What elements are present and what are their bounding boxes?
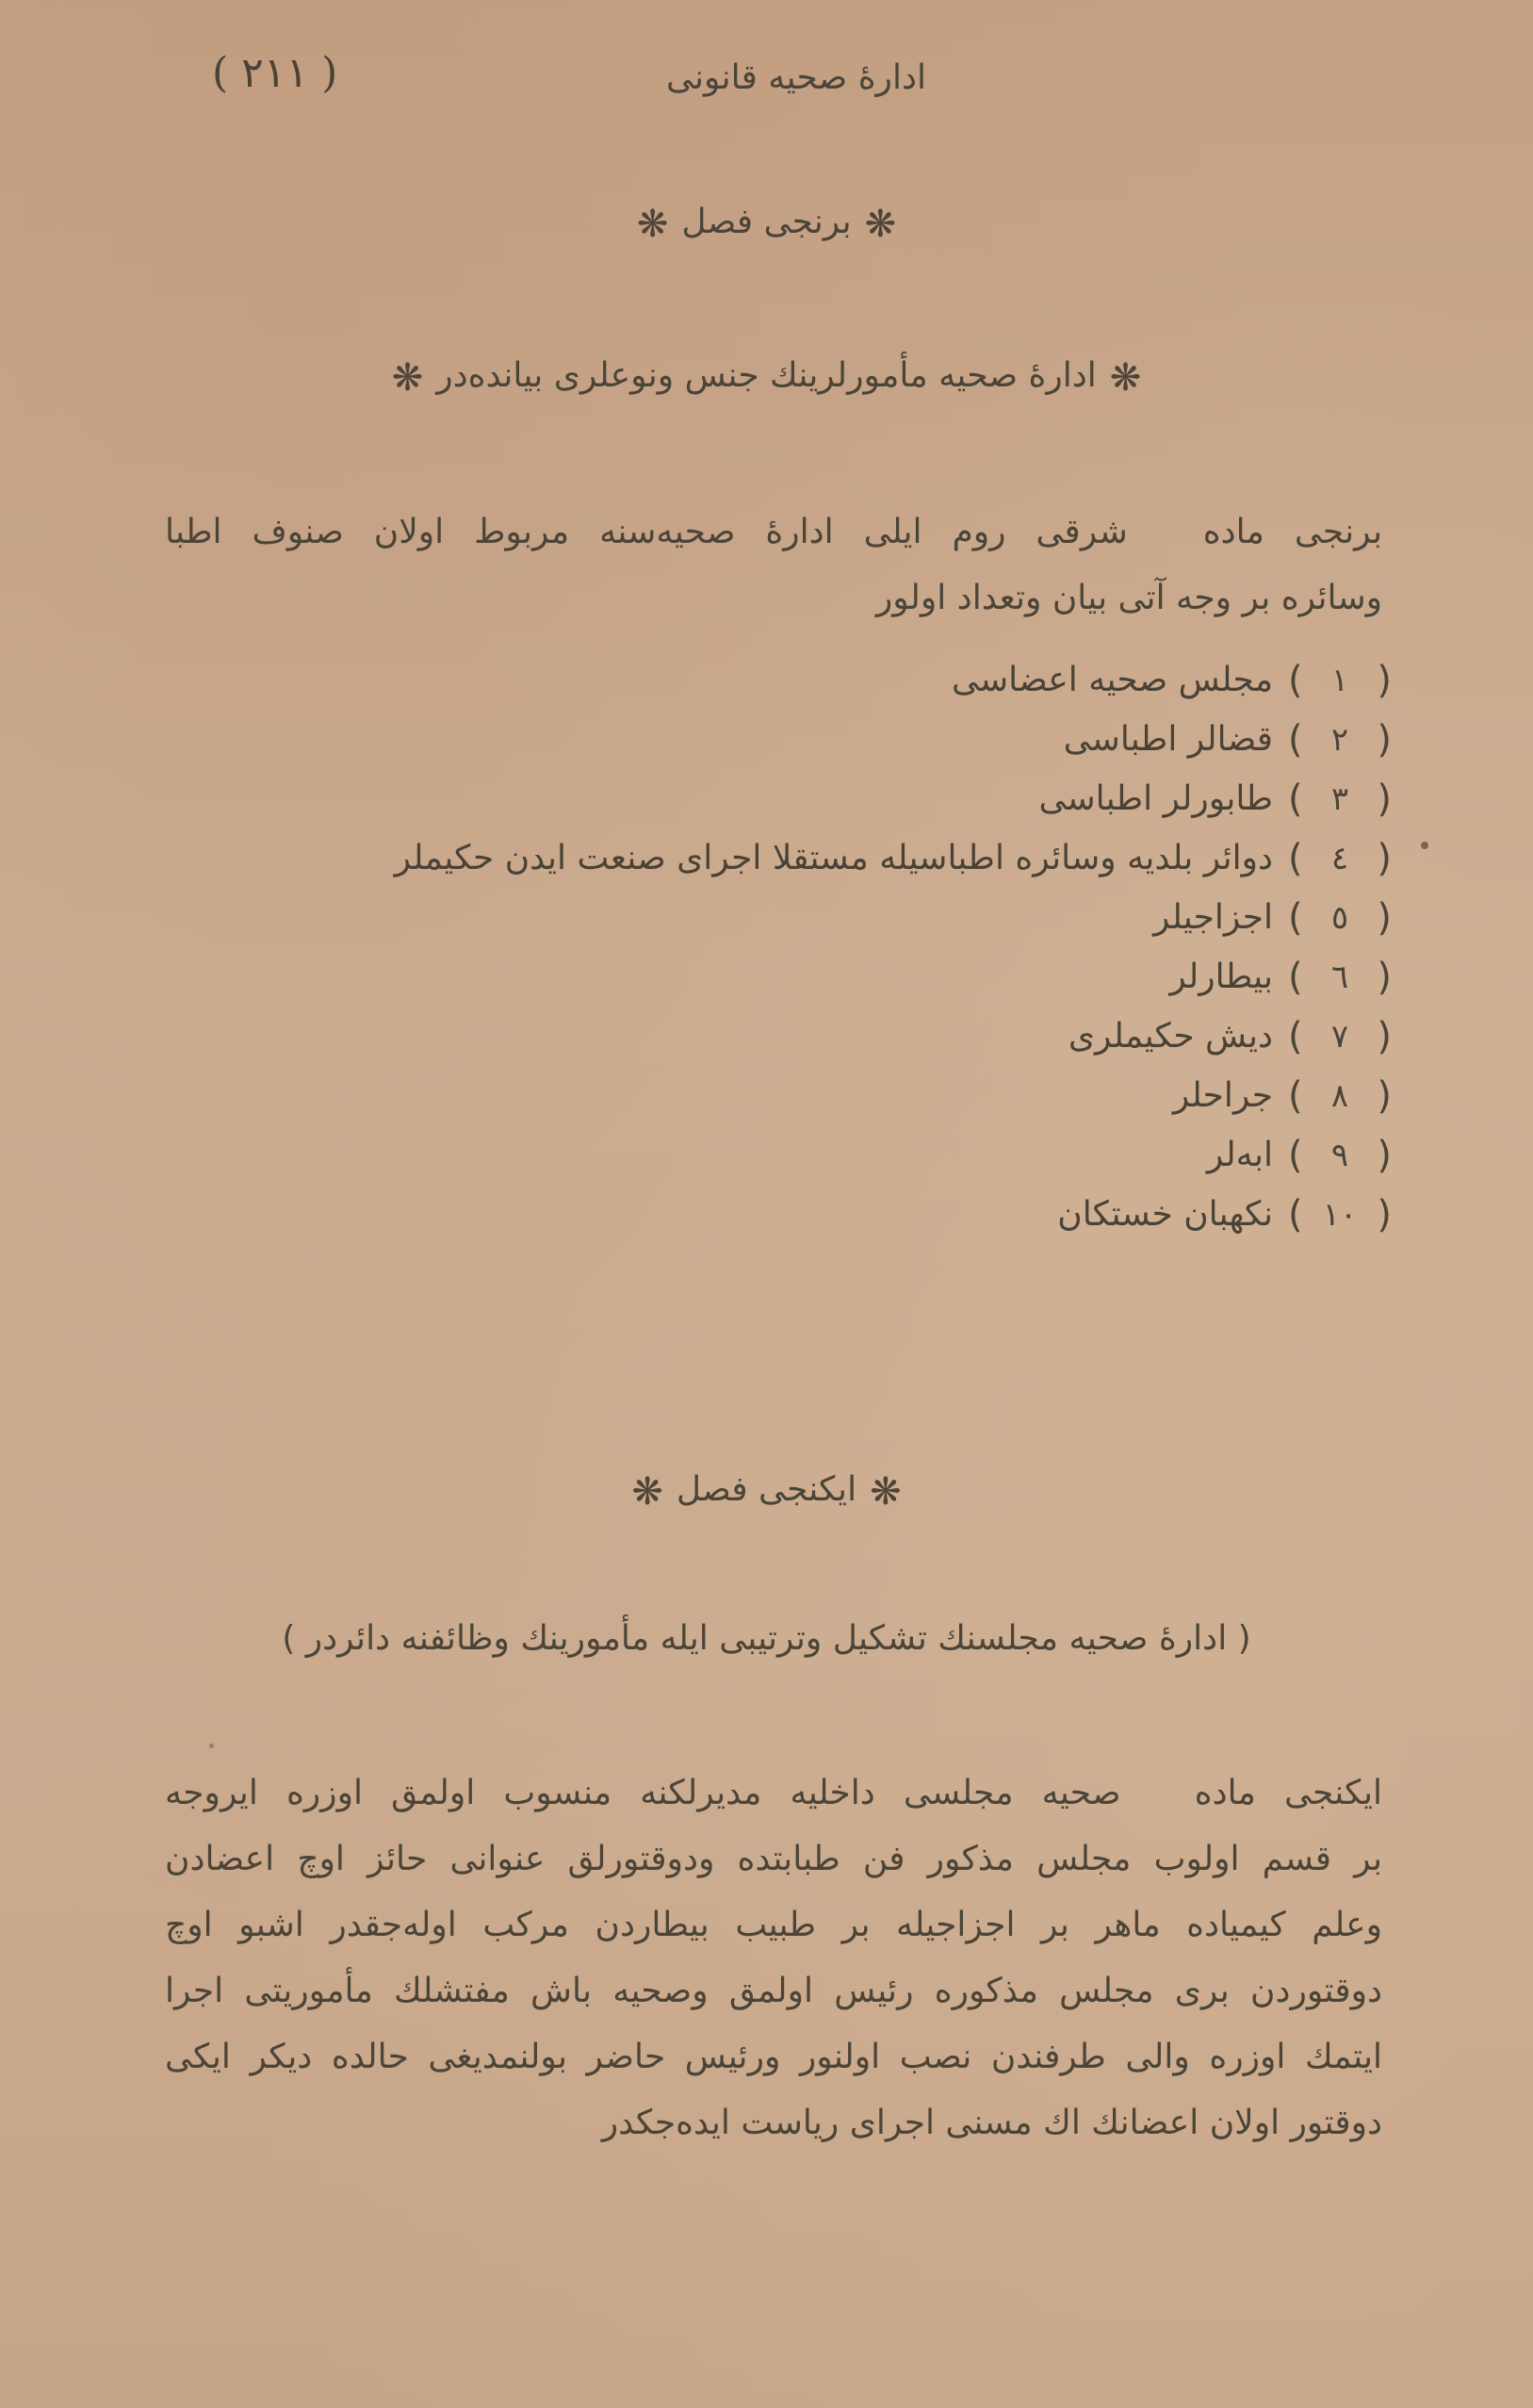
article-2-line-1 (165, 1770, 1382, 1817)
chapter-2-heading (0, 1470, 1533, 1514)
article-2-line-4: دوقتوردن بری مجلس مذکوره رئیس اولمق وصحیه باش مفتشلك مأموریتی اجرا (165, 1972, 1382, 2010)
open-paren: ( (212, 49, 229, 97)
list-item: ) ٥ ( اجزاجیلر (1152, 895, 1392, 940)
list-item: ) ٣ ( طابورلر اطباسی (1038, 777, 1392, 821)
chapter-1-subtitle (0, 356, 1533, 400)
ornament-icon: ❋ (864, 203, 897, 246)
list-item-text: دوائر بلدیه وسائره اطباسیله مستقلا اجرای صنعت ایدن حکیملر (394, 839, 1273, 877)
article-2-line-6: دوقتور اولان اعضانك اك مسنی اجرای ریاست ایده‌جکدر (601, 2104, 1382, 2142)
list-item: ) ٤ ( دوائر بلدیه وسائره اطباسیله مستقلا اجرای صنعت ایدن حکیملر (394, 836, 1392, 880)
chapter-2-heading-text: ایکنجی فصل (676, 1470, 857, 1509)
list-item: ) ٧ ( دیش حکیملری (1068, 1014, 1392, 1058)
list-item-number: ٢ (1330, 720, 1349, 759)
list-item-text: بیطارلر (1169, 958, 1273, 996)
page-number (212, 49, 337, 97)
list-item-text: دیش حکیملری (1068, 1017, 1273, 1056)
list-item: ) ٢ ( قضالر اطباسی (1063, 717, 1392, 762)
close-paren: ) (321, 49, 338, 97)
list-item-text: اجزاجیلر (1152, 898, 1273, 937)
article-2-label: ایکنجی ماده (1194, 1774, 1382, 1812)
list-item-text: طابورلر اطباسی (1038, 779, 1273, 818)
chapter-1-heading (0, 203, 1533, 246)
chapter-2-subtitle-text: ( ادارهٔ صحیه مجلسنك تشکیل وترتیبی ایله مأمورینك وظائفنه دائردر ) (282, 1619, 1251, 1658)
list-item-number: ٥ (1330, 898, 1349, 937)
article-1-list (261, 650, 1392, 1244)
ornament-icon: ❋ (1109, 356, 1142, 400)
list-item-number: ٤ (1330, 839, 1349, 877)
list-item-number: ٧ (1330, 1017, 1349, 1056)
article-1-text: شرقی روم ایلی ادارهٔ صحیه‌سنه مربوط اولان صنوف اطبا (165, 513, 1128, 551)
paper-speck (209, 1744, 214, 1748)
chapter-2-subtitle (0, 1619, 1533, 1658)
list-item-number: ٩ (1330, 1136, 1349, 1174)
article-2-line-3: وعلم کیمیاده ماهر بر اجزاجیله بر طبیب بیطاردن مرکب اوله‌جقدر اشبو اوچ (165, 1906, 1382, 1944)
chapter-1-heading-text: برنجی فصل (681, 203, 852, 241)
list-item-text: ابه‌لر (1206, 1136, 1273, 1174)
list-item-text: نکهبان خستکان (1057, 1195, 1273, 1234)
article-2-line-2: بر قسم اولوب مجلس مذکور فن طبابتده ودوقتورلق عنوانی حائز اوچ اعضادن (165, 1840, 1382, 1878)
list-item-number: ٣ (1330, 779, 1349, 818)
list-item-text: قضالر اطباسی (1063, 720, 1273, 759)
ornament-icon: ❋ (870, 1470, 902, 1514)
chapter-1-subtitle-text: ادارهٔ صحیه مأمورلرینك جنس ونوعلری بیانده‌در (436, 356, 1097, 395)
article-1-line-2: وسائره بر وجه آتی بیان وتعداد اولور (875, 579, 1382, 617)
list-item-text: مجلس صحیه اعضاسی (951, 661, 1273, 699)
article-2-text: صحیه مجلسی داخلیه مدیرلکنه منسوب اولمق اوزره ایروجه (165, 1774, 1121, 1812)
list-item-number: ٦ (1330, 958, 1349, 996)
list-item: ) ٦ ( بیطارلر (1169, 955, 1392, 999)
article-2-line-5: ایتمك اوزره والی طرفندن نصب اولنور ورئیس حاضر بولنمدیغی حالده دیکر ایکی (165, 2038, 1382, 2076)
list-item-number: ١ (1330, 661, 1349, 699)
page-number-value: ٢١١ (241, 49, 309, 97)
list-item-number: ١٠ (1322, 1195, 1358, 1234)
running-header-title: ادارهٔ صحیه قانونی (666, 58, 926, 97)
list-item: ) ٩ ( ابه‌لر (1206, 1133, 1392, 1177)
list-item: ) ١ ( مجلس صحیه اعضاسی (951, 658, 1392, 702)
list-item-text: جراحلر (1172, 1076, 1273, 1115)
article-1-line-1 (165, 509, 1382, 556)
list-item: ) ١٠ ( نکهبان خستکان (1057, 1192, 1392, 1237)
ornament-icon: ❋ (391, 356, 424, 400)
article-1-label: برنجی ماده (1202, 513, 1383, 551)
ornament-icon: ❋ (631, 1470, 663, 1514)
list-item: ) ٨ ( جراحلر (1172, 1073, 1392, 1118)
paper-speck (1421, 842, 1428, 849)
list-item-number: ٨ (1330, 1076, 1349, 1115)
ornament-icon: ❋ (636, 203, 669, 246)
